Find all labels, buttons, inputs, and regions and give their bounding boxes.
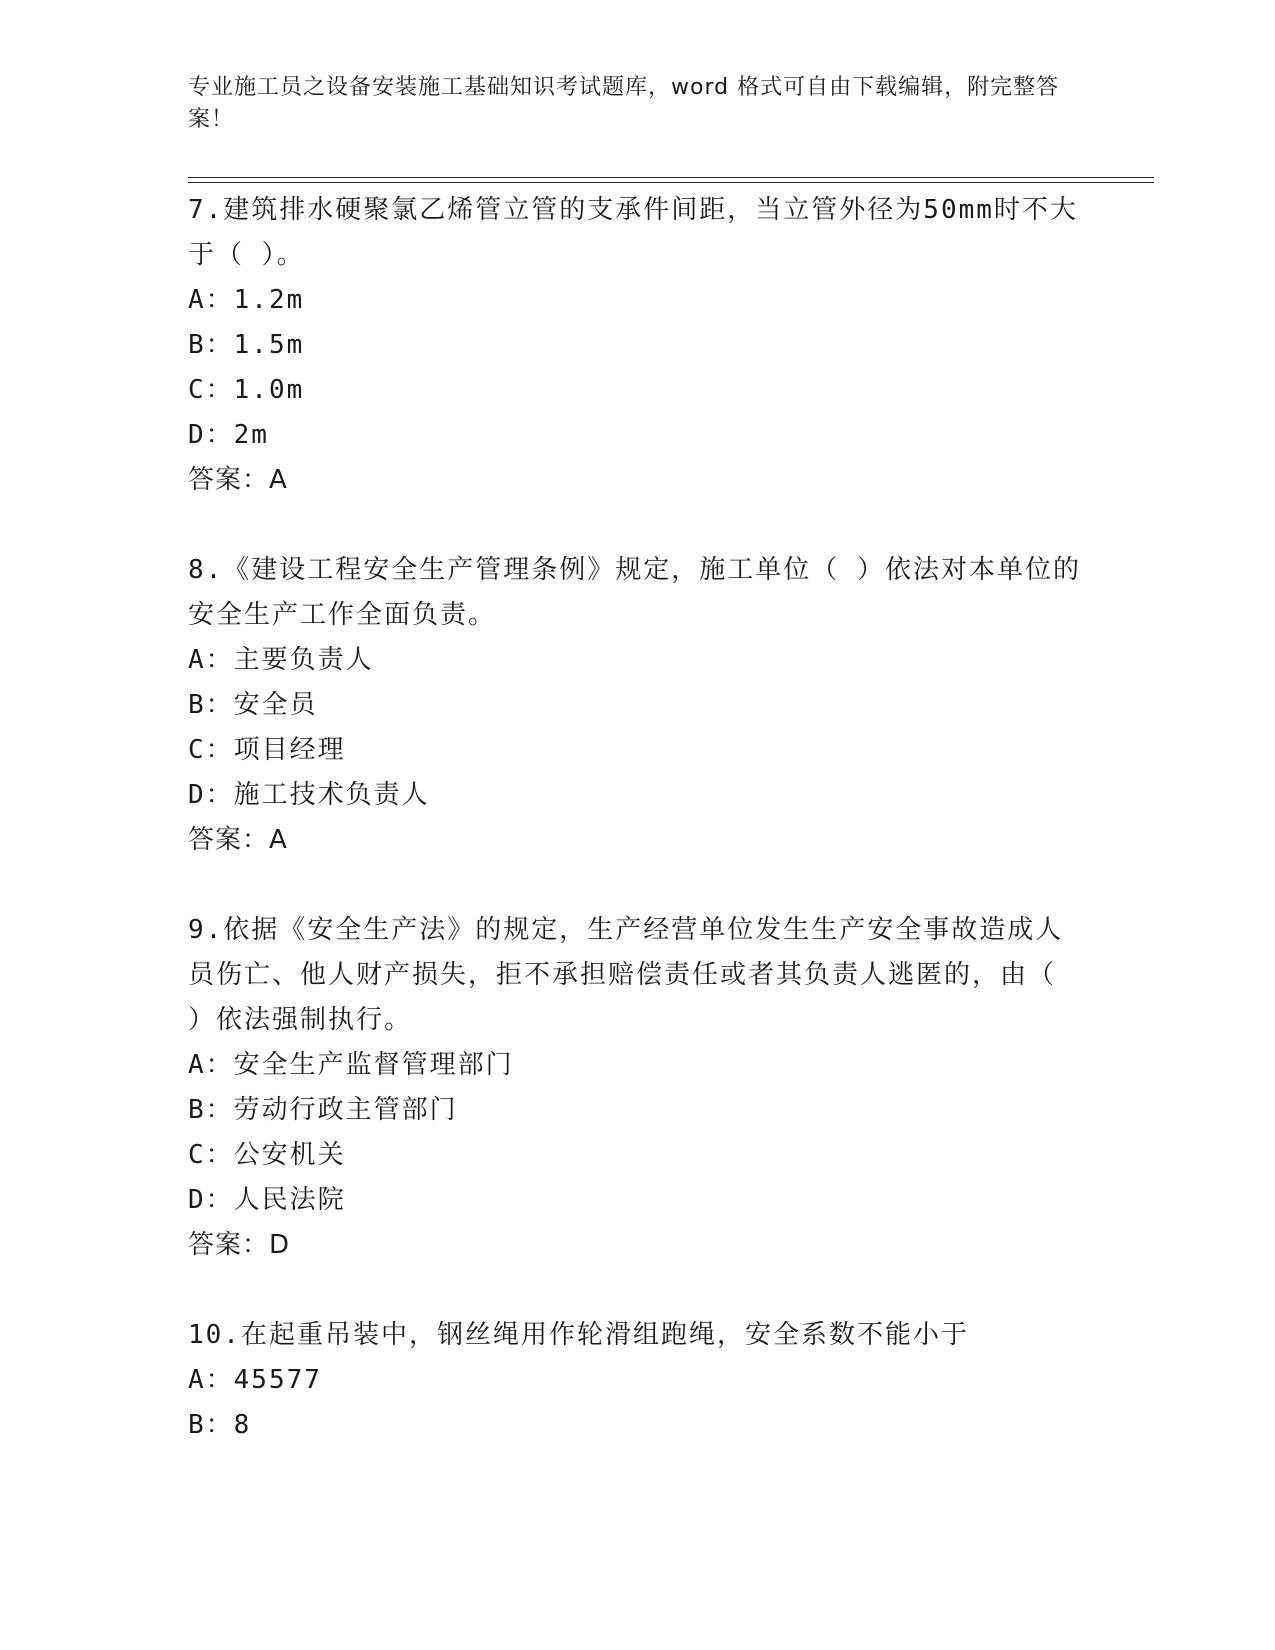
- option-c: C：项目经理: [188, 735, 346, 765]
- question-gap: [188, 503, 1088, 548]
- header-rule-top: [188, 177, 1154, 178]
- option-d: D：人民法院: [188, 1185, 346, 1215]
- option-d: D：2m: [188, 420, 269, 450]
- answer: 答案：A: [188, 465, 288, 495]
- option-a: A：1.2m: [188, 285, 305, 315]
- question-list: [188, 188, 1088, 1448]
- question-text: 7.建筑排水硬聚氯乙烯管立管的支承件间距，当立管外径为50mm时不大于（ ）。: [188, 195, 1078, 270]
- question-text: 10.在起重吊装中，钢丝绳用作轮滑组跑绳，安全系数不能小于: [188, 1320, 969, 1350]
- question-text: 9.依据《安全生产法》的规定，生产经营单位发生生产安全事故造成人员伤亡、他人财产损失，拒不承担赔偿责任或者其负责人逃匿的，由（ ）依法强制执行。: [188, 915, 1064, 1035]
- option-d: D：施工技术负责人: [188, 780, 430, 810]
- option-a: A：安全生产监督管理部门: [188, 1050, 514, 1080]
- document-header: 专业施工员之设备安装施工基础知识考试题库，word 格式可自由下载编辑，附完整答案！: [188, 75, 1060, 132]
- answer: 答案：D: [188, 1230, 291, 1260]
- question-7: [188, 188, 1088, 503]
- option-b: B：8: [188, 1410, 252, 1440]
- answer: 答案：A: [188, 825, 288, 855]
- option-c: C：1.0m: [188, 375, 305, 405]
- question-10: [188, 1313, 1088, 1448]
- question-9: [188, 908, 1088, 1268]
- question-gap: [188, 863, 1088, 908]
- option-b: B：1.5m: [188, 330, 305, 360]
- question-text: 8.《建设工程安全生产管理条例》规定，施工单位（ ）依法对本单位的安全生产工作全面负责。: [188, 555, 1081, 630]
- option-b: B：安全员: [188, 690, 318, 720]
- question-8: [188, 548, 1088, 863]
- option-c: C：公安机关: [188, 1140, 346, 1170]
- option-a: A：45577: [188, 1365, 322, 1395]
- option-a: A：主要负责人: [188, 645, 374, 675]
- option-b: B：劳动行政主管部门: [188, 1095, 458, 1125]
- question-gap: [188, 1268, 1088, 1313]
- header-rule-bottom: [188, 182, 1154, 183]
